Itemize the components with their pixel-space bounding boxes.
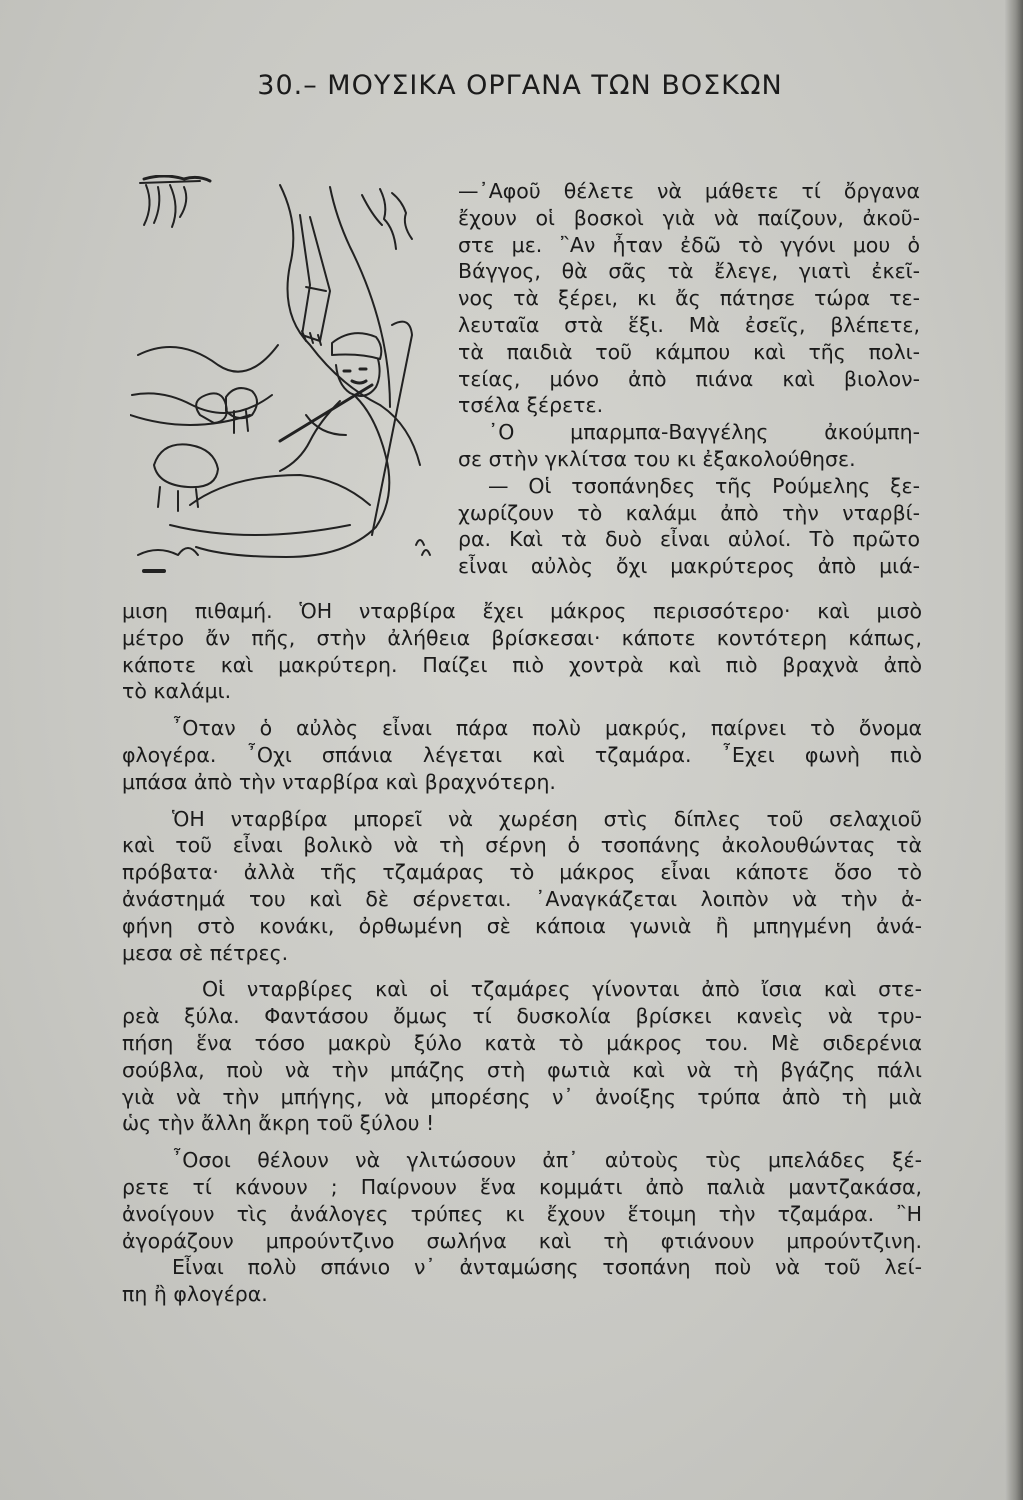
paragraph xyxy=(122,806,922,967)
text-line: ῏Οταν ὁ αὐλὸς εἶναι πάρα πολὺ μακρύς, παίρνει τὸ ὄνομα xyxy=(172,716,922,741)
shepherd-playing-flute-drawing xyxy=(130,175,440,585)
text-line: μπάσα ἀπὸ τὴν νταρβίρα καὶ βραχνότερη. xyxy=(122,769,556,794)
text-line: πρόβατα· ἀλλὰ τῆς τζαμάρας τὸ μάκρος εἶναι κάποτε ὅσο τὸ xyxy=(122,860,922,885)
text-line: γιὰ νὰ τὴν μπήγης, νὰ μπορέσης ν᾿ ἀνοίξης τρύπα ἀπὸ τὴ μιὰ xyxy=(122,1084,922,1109)
text-line: φλογέρα. ῏Οχι σπάνια λέγεται καὶ τζαμάρα. ῏Εχει φωνὴ πιὸ xyxy=(122,742,922,767)
text-line: ρετε τί κάνουν ; Παίρνουν ἕνα κομμάτι ἀπὸ παλιὰ μαντζακάσα, xyxy=(122,1174,922,1199)
text-line: πήση ἕνα τόσο μακρὺ ξύλο κατὰ τὸ μάκρος του. Μὲ σιδερένια xyxy=(122,1030,922,1055)
column-line: Βάγγος, θὰ σᾶς τὰ ἔλεγε, γιατὶ ἐκεῖ- xyxy=(458,259,920,284)
page-edge-shadow xyxy=(1005,0,1023,1500)
column-line: ᾿Ο μπαρμπα-Βαγγέλης ἀκούμπη- xyxy=(488,420,920,445)
column-line: λευταῖα στὰ ἕξι. Μὰ ἐσεῖς, βλέπετε, xyxy=(458,312,920,337)
column-line: σε στὴν γκλίτσα του κι ἐξακολούθησε. xyxy=(458,446,856,471)
text-line: μιση πιθαμή. ὉΗ νταρβίρα ἔχει μάκρος περισσότερο· καὶ μισὸ xyxy=(122,599,922,623)
paragraph xyxy=(122,1254,922,1308)
column-line: —᾿Αφοῦ θέλετε νὰ μάθετε τί ὄργανα xyxy=(458,179,920,203)
top-right-column xyxy=(458,178,920,580)
text-line: ρεὰ ξύλα. Φαντάσου ὄμως τί δυσκολία βρίσκει κανεὶς νὰ τρυ- xyxy=(122,1004,922,1029)
full-width-text xyxy=(122,598,922,1308)
text-line: κάποτε καὶ μακρύτερη. Παίζει πιὸ χοντρὰ καὶ πιὸ βραχνὰ ἀπὸ xyxy=(122,652,922,677)
column-line: εἶναι αὐλὸς ὄχι μακρύτερος ἀπὸ μιά- xyxy=(458,554,920,579)
column-line: νος τὰ ξέρει, κι ἄς πάτησε τώρα τε- xyxy=(458,286,920,311)
column-line: τὰ παιδιὰ τοῦ κάμπου καὶ τῆς πολι- xyxy=(458,339,920,364)
column-line: — Οἱ τσοπάνηδες τῆς Ρούμελης ξε- xyxy=(488,473,920,498)
column-line: χωρίζουν τὸ καλάμι ἀπὸ τὴν νταρβί- xyxy=(458,500,920,525)
text-line: σούβλα, ποὺ νὰ τὴν μπάζης στὴ φωτιὰ καὶ νὰ τὴ βγάζης πάλι xyxy=(122,1057,922,1082)
column-line: ρα. Καὶ τὰ δυὸ εἶναι αὐλοί. Τὸ πρῶτο xyxy=(458,527,920,552)
page-title: 30.– ΜΟΥΣΙΚΑ ΟΡΓΑΝΑ ΤΩΝ ΒΟΣΚΩΝ xyxy=(257,70,783,101)
text-line: Οἱ νταρβίρες καὶ οἱ τζαμάρες γίνονται ἀπὸ ἴσια καὶ στε- xyxy=(202,977,922,1002)
text-line: μεσα σὲ πέτρες. xyxy=(122,940,289,965)
text-line: πη ἢ φλογέρα. xyxy=(122,1282,268,1307)
paragraph xyxy=(122,1147,922,1254)
paragraph xyxy=(122,715,922,795)
text-line: ἀγοράζουν μπρούντζινο σωλήνα καὶ τὴ φτιάνουν μπρούντζινη. xyxy=(122,1228,922,1253)
text-line: ὉΗ νταρβίρα μπορεῖ νὰ χωρέση στὶς δίπλες τοῦ σελαχιοῦ xyxy=(172,806,922,831)
text-line: Εἶναι πολὺ σπάνιο ν᾿ ἀνταμώσης τσοπάνη ποὺ νὰ τοῦ λεί- xyxy=(172,1255,922,1280)
column-line: τσέλα ξέρετε. xyxy=(458,393,604,418)
paragraph xyxy=(122,976,922,1137)
text-line: ἀνάστημά του καὶ δὲ σέρνεται. ᾿Αναγκάζεται λοιπὸν νὰ τὴν ἀ- xyxy=(122,886,922,911)
text-line: ἀνοίγουν τὶς ἀνάλογες τρύπες κι ἔχουν ἕτοιμη τὴν τζαμάρα. ῍Η xyxy=(122,1201,922,1226)
text-line: καὶ τοῦ εἶναι βολικὸ νὰ τὴ σέρνη ὁ τσοπάνης ἀκολουθώντας τὰ xyxy=(122,833,922,858)
text-line: ὡς τὴν ἄλλη ἄκρη τοῦ ξύλου ! xyxy=(122,1111,435,1136)
column-line: ἔχουν οἱ βοσκοὶ γιὰ νὰ παίζουν, ἀκοῦ- xyxy=(458,205,920,230)
column-line: στε με. ῍Αν ἦταν ἐδῶ τὸ γγόνι μου ὁ xyxy=(458,232,920,257)
text-line: ῏Οσοι θέλουν νὰ γλιτώσουν ἀπ᾿ αὐτοὺς τὺς μπελάδες ξέ- xyxy=(172,1148,922,1173)
text-line: μέτρο ἄν πῆς, στὴν ἀλήθεια βρίσκεσαι· κάποτε κοντότερη κάπως, xyxy=(122,625,922,650)
column-line: τείας, μόνο ἀπὸ πιάνα καὶ βιολον- xyxy=(458,366,920,391)
text-line: φήνη στὸ κονάκι, ὀρθωμένη σὲ κάποια γωνιὰ ἢ μπηγμένη ἀνά- xyxy=(122,913,922,938)
text-line: τὸ καλάμι. xyxy=(122,679,232,704)
